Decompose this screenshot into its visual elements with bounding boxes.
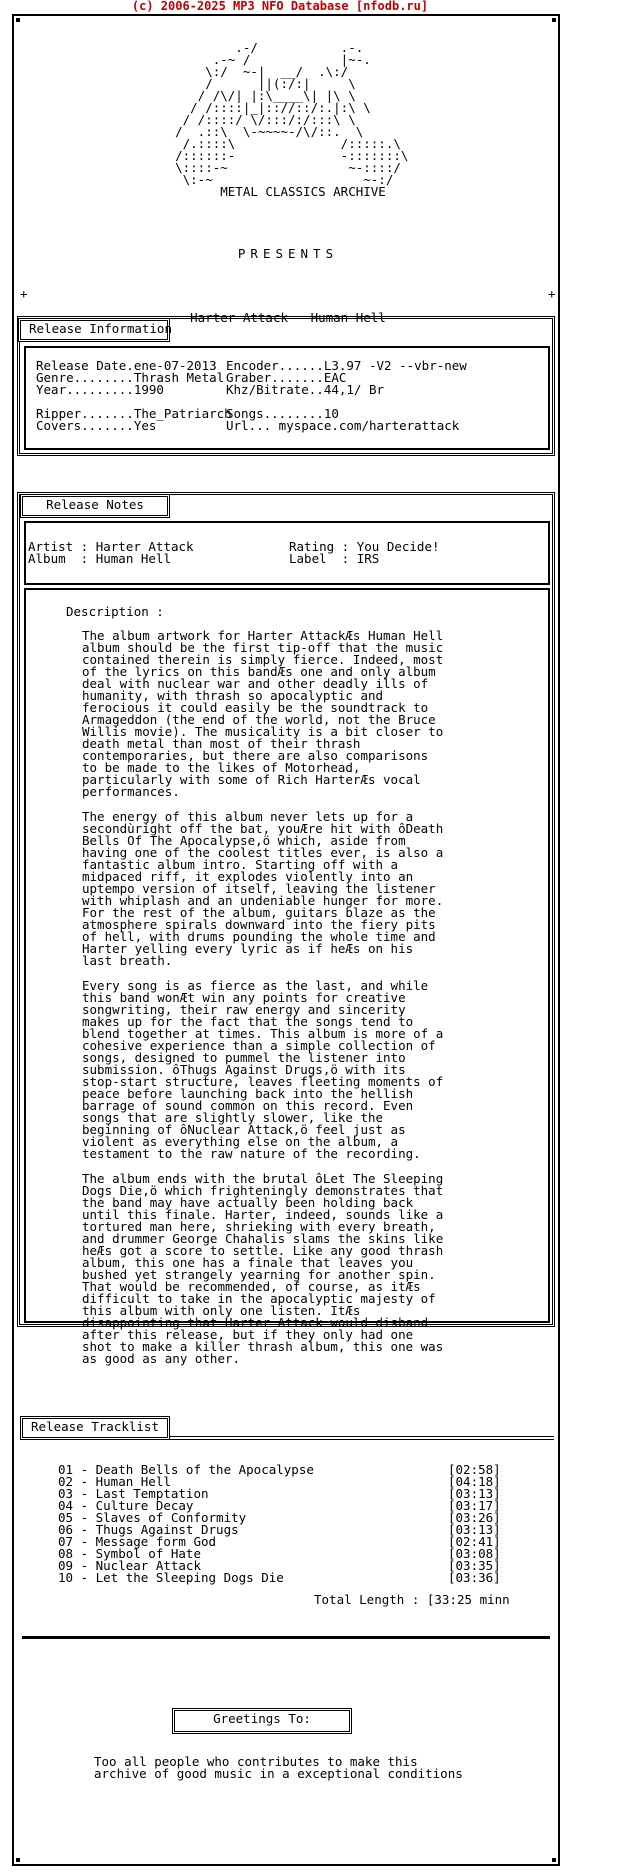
greetings-tab [172, 1708, 352, 1734]
track-name: 03 - Last Temptation [58, 1486, 209, 1501]
track-name: 10 - Let the Sleeping Dogs Die [58, 1570, 284, 1585]
frame-corner [552, 18, 556, 22]
greetings-tab-label: Greetings To: [213, 1711, 311, 1726]
track-time: [03:13] [448, 1522, 501, 1537]
track-name: 05 - Slaves of Conformity [58, 1510, 247, 1525]
label-line: Label : IRS [289, 551, 380, 566]
release-info-left-line: Year.........1990 [36, 382, 164, 397]
track-name: 06 - Thugs Against Drugs [58, 1522, 239, 1537]
description-paragraph: The album artwork for Harter AttackÆs Human Hell album should be the first tip-off that the music contained therein is simply fierce. Indeed, most of the lyrics on this bandÆs one and only album deal with nuclear war and other deadly ills of humanity, with thrash so apocalyptic and ferocious it could easily be the soundtrack to Armageddon (the end of the world, not the Bruce Willis movie). The musicality is a bit closer to death metal than most of their thrash contemporaries, but there are also comparisons to be made to the likes of Motorhead, particularly with some of Rich HarterÆs vocal performances. [82, 628, 444, 799]
frame-corner [16, 1858, 20, 1862]
greetings-text: Too all people who contributes to make this archive of good music in a exceptional conditions [94, 1754, 463, 1781]
release-info-left-line: Ripper.......The_Patriarch [36, 406, 232, 421]
track-time: [03:13] [448, 1486, 501, 1501]
tracklist [58, 1464, 501, 1584]
artist-line: Artist : Harter Attack [28, 539, 194, 554]
page-header: (c) 2006-2025 MP3 NFO Database [nfodb.ru] [131, 0, 429, 13]
track-time: [03:26] [448, 1510, 501, 1525]
description-paragraph: Every song is as fierce as the last, and while this band wonÆt win any points for creative songwriting, their raw energy and sincerity makes up for the fact that the songs tend to blend together at times. This album is more of a cohesive experience than a simple collection of songs, designed to pummel the listener into submission. ôThugs Against Drugs,ö with its stop-start structure, leaves fleeting moments of peace before launching back into the hellish barrage of sound common on this record. Even songs that are slightly slower, like the beginning of ôNuclear Attack,ö feel just as violent as everything else on the album, a testament to the raw nature of the recording. [82, 978, 444, 1161]
release-info-right-line: Encoder......L3.97 -V2 --vbr-new [226, 358, 467, 373]
release-info-left-line: Release Date.ene-07-2013 [36, 358, 217, 373]
track-time: [03:36] [448, 1570, 501, 1585]
release-info-right-line: Graber.......EAC [226, 370, 347, 385]
presents-heading: PRESENTS [237, 246, 339, 261]
description-label: Description : [66, 604, 164, 619]
track-name: 07 - Message form God [58, 1534, 217, 1549]
release-info-panel [24, 346, 550, 450]
section-divider [22, 1636, 550, 1639]
plus-mark: + [548, 286, 556, 301]
ascii-logo [14, 42, 562, 200]
description-panel [24, 588, 550, 1366]
release-info-right-line: Songs........10 [226, 406, 339, 421]
release-info-left-line: Genre........Thrash Metal [36, 370, 225, 385]
description-paragraph: The energy of this album never lets up for a secondùright off the bat, youÆre hit with ôDeath Bells Of The Apocalypse,ö which, aside from having one of the coolest titles ever, is also a fantastic album intro. Starting off with a midpaced riff, it explodes violently into an uptempo version of itself, leaving the listener with whiplash and an undeniable hunger for more. For the rest of the album, guitars blaze as the atmosphere spirals downward into the fiery pits of hell, with drums pounding the whole time and Harter yelling every lyric as if heÆs on his last breath. [82, 809, 444, 968]
tracklist-divider [170, 1439, 554, 1440]
tracklist-tab-label: Release Tracklist [31, 1419, 159, 1434]
track-time: [02:41] [448, 1534, 501, 1549]
track-time: [03:08] [448, 1546, 501, 1561]
release-info-tab-label: Release Information [29, 321, 172, 336]
release-notes-tab [20, 494, 170, 518]
track-name: 02 - Human Hell [58, 1474, 171, 1489]
release-info-left-line: Covers.......Yes [36, 418, 157, 433]
release-info-left-column [36, 360, 232, 432]
total-length: Total Length : [33:25 minn [314, 1592, 510, 1607]
track-time: [03:17] [448, 1498, 501, 1513]
track-time: [03:35] [448, 1558, 501, 1573]
description-paragraph: The album ends with the brutal ôLet The Sleeping Dogs Die,ö which frighteningly demonstrates that the band may have actually been holding back until this finale. Harter, indeed, sounds like a tortured man here, shrieking with every breath, and drummer George Chahalis slams the skins like heÆs got a score to settle. Like any good thrash album, this one has a finale that leaves you bushed yet strangely yearning for another spin. That would be recommended, of course, as itÆs difficult to take in the apocalyptic majesty of this album with only one listen. ItÆs disappointing that Harter Attack would disband after this release, but if they only had one shot to make a killer thrash album, this one was as good as any other. [82, 1171, 444, 1366]
release-info-right-line: Khz/Bitrate..44,1/ Br [226, 382, 385, 397]
track-time: [02:58] [448, 1462, 501, 1477]
track-name: 01 - Death Bells of the Apocalypse [58, 1462, 314, 1477]
track-name: 04 - Culture Decay [58, 1498, 194, 1513]
tracklist-divider [170, 1436, 554, 1437]
ascii-logo-text: .-/ .-. .-~ / |~-. \:/ ~-| __/ .\:/ / ||(:/:| \ / /\/| |:\____\| |\ \ / /::::|_|:://::/:.|:\ \ / /::::/ \/:::/:/:::\ \ / .::\ \-~~~~-/\/::. \ /.::::\ /:::::.\ /::::::- -:::::::\ \::::-~ ~-::::/ \:-~ ~-:/ METAL CLASSICS ARCHIVE [175, 40, 409, 199]
release-title: Harter Attack - Human Hell [190, 310, 386, 325]
release-info-right-line: Url... myspace.com/harterattack [226, 418, 460, 433]
frame-corner [552, 1858, 556, 1862]
album-line: Album : Human Hell [28, 551, 171, 566]
description-body [82, 630, 443, 1378]
track-row [58, 1572, 501, 1584]
track-time: [04:18] [448, 1474, 501, 1489]
nfo-frame [12, 14, 560, 1866]
frame-corner [16, 18, 20, 22]
rating-line: Rating : You Decide! [289, 539, 440, 554]
release-notes-meta-panel [24, 521, 550, 585]
track-name: 08 - Symbol of Hate [58, 1546, 201, 1561]
plus-mark: + [20, 286, 28, 301]
release-info-right-column [226, 360, 467, 432]
release-info-tab [18, 318, 170, 342]
release-notes-tab-label: Release Notes [46, 497, 144, 512]
tracklist-tab [20, 1416, 170, 1440]
track-name: 09 - Nuclear Attack [58, 1558, 201, 1573]
